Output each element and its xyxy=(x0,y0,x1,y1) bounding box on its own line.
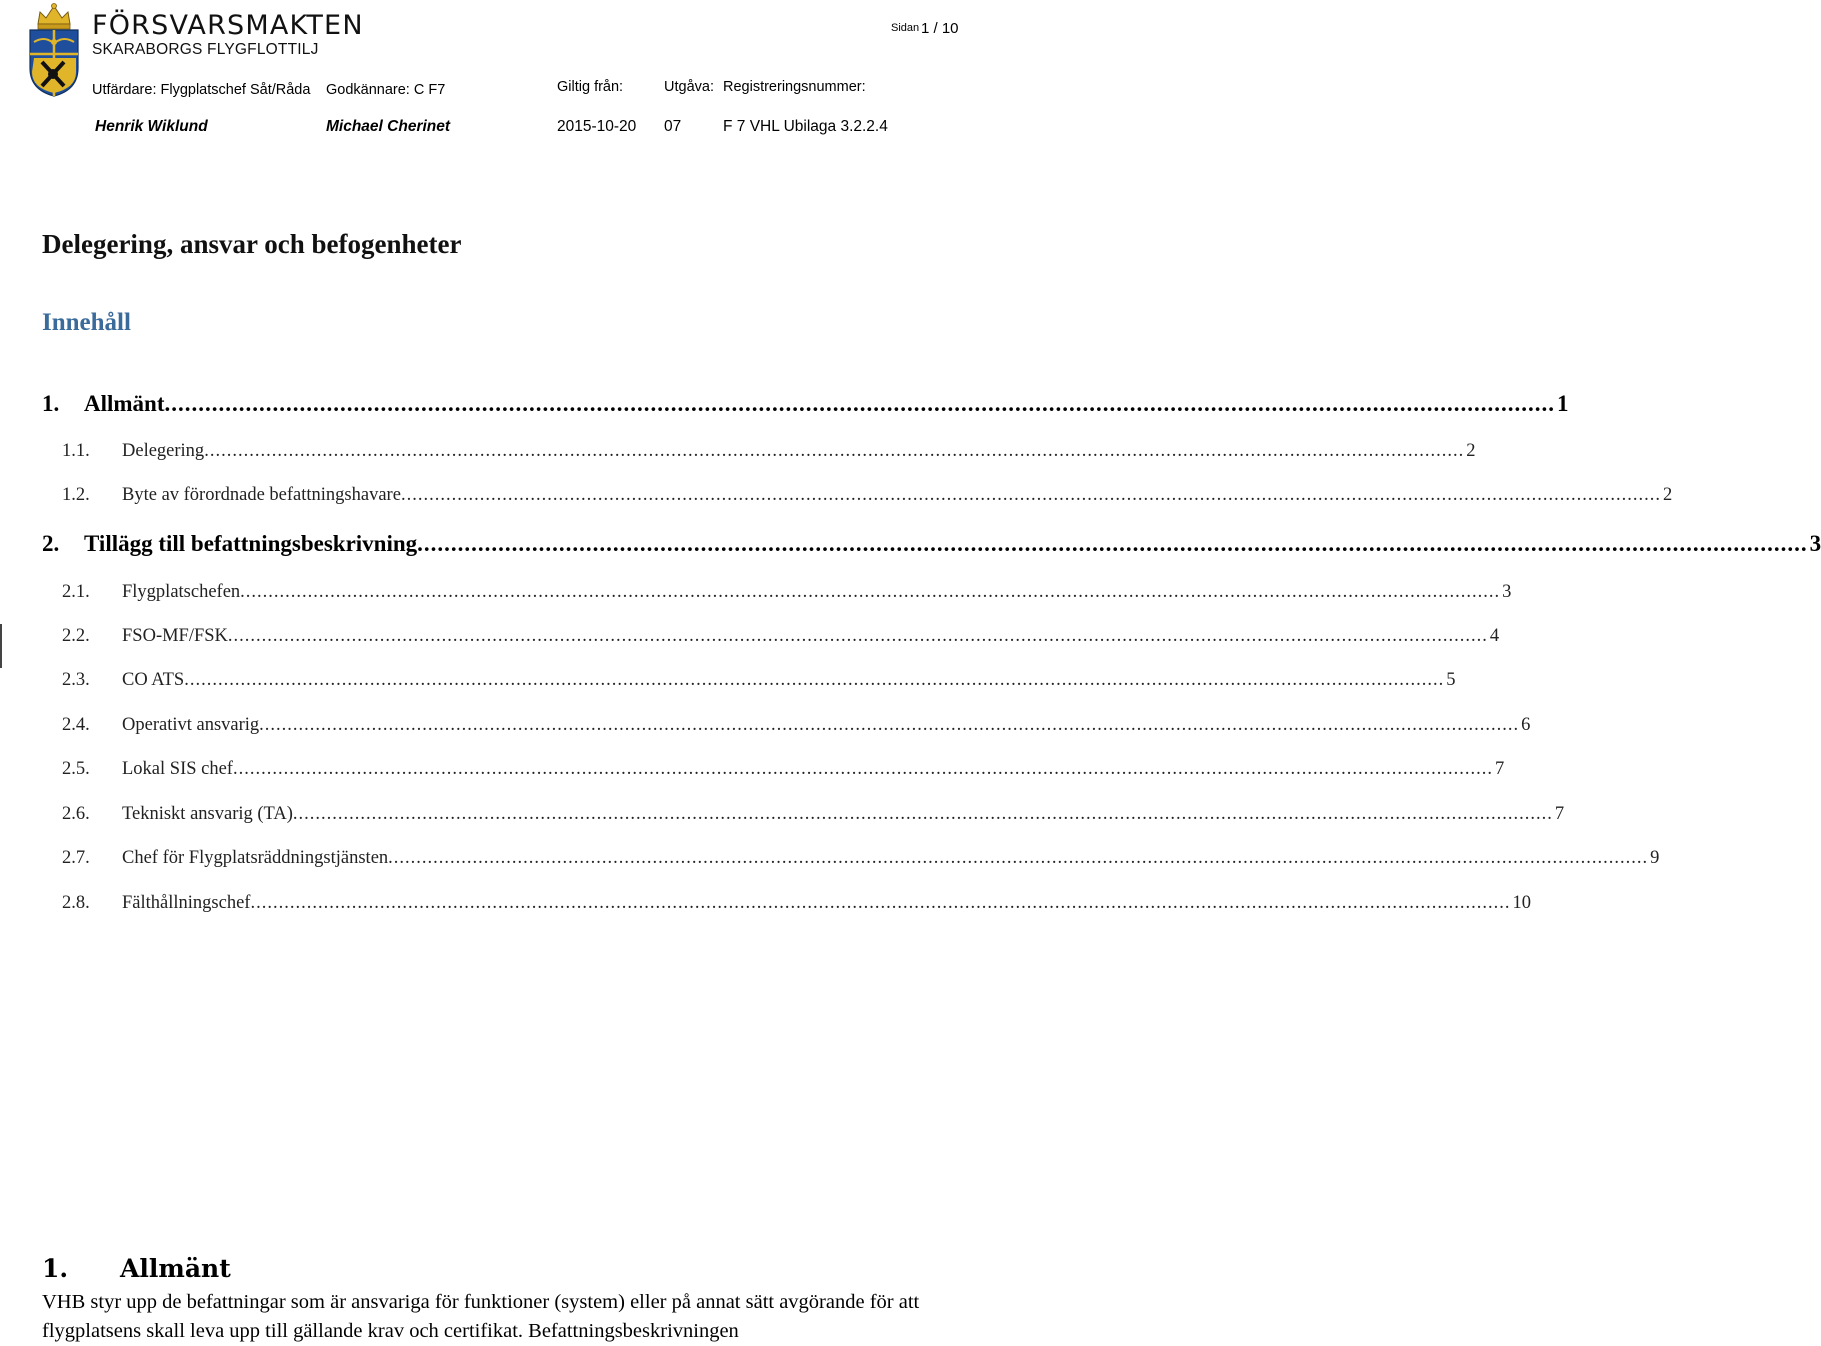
toc-entry-page: 5 xyxy=(1446,670,1456,690)
toc-leader: ................................................................................................................................................................................................................................ xyxy=(227,626,1488,646)
toc-entry-number: 2.6. xyxy=(62,804,90,824)
toc-entry-title: Tekniskt ansvarig (TA) xyxy=(122,804,293,824)
section-title: Allmänt xyxy=(120,1254,231,1283)
toc-entry[interactable] xyxy=(62,626,1500,647)
toc-heading: Innehåll xyxy=(42,309,131,336)
toc-entry-number: 2.3. xyxy=(62,670,90,690)
toc-entry-page: 3 xyxy=(1809,531,1821,556)
toc-entry-number: 2.4. xyxy=(62,715,90,735)
toc-entry[interactable] xyxy=(62,759,1505,780)
issuer-name: Henrik Wiklund xyxy=(95,118,208,135)
toc-entry-number: 1.2. xyxy=(62,485,90,505)
toc-leader: ................................................................................................................................................................................................................................ xyxy=(292,804,1553,824)
toc-entry-title: Lokal SIS chef xyxy=(122,759,233,779)
toc-entry-title: Allmänt xyxy=(84,391,165,416)
toc-entry-page: 2 xyxy=(1466,441,1476,461)
change-bar xyxy=(0,624,2,668)
toc-entry[interactable] xyxy=(62,804,1565,825)
toc-entry[interactable] xyxy=(62,893,1531,914)
toc-entry[interactable] xyxy=(62,670,1456,691)
toc-entry[interactable] xyxy=(42,531,1821,557)
toc-leader: ................................................................................................................................................................................................................................ xyxy=(240,582,1501,602)
toc-entry-page: 4 xyxy=(1489,626,1500,646)
toc-entry-number: 2.8. xyxy=(62,893,90,913)
toc-entry-page: 10 xyxy=(1512,893,1531,913)
section-body: VHB styr upp de befattningar som är ansvariga för funktioner (system) eller på annat sätt avgörande för att flygplatsens skall leva upp till gällande krav och certifikat. Befattningsbeskrivningen xyxy=(42,1291,920,1342)
toc-entry-number: 1. xyxy=(42,391,60,416)
page-number: 1 / 10 xyxy=(921,20,959,37)
toc-leader: .............................................................................................................................................................................................................. xyxy=(164,391,1555,416)
toc-entry-title: Delegering xyxy=(122,441,205,461)
registration-label: Registreringsnummer: xyxy=(723,79,866,95)
toc-entry-number: 2.1. xyxy=(62,582,90,602)
toc-entry[interactable] xyxy=(62,441,1476,462)
toc-entry-title: Flygplatschefen xyxy=(122,582,241,602)
org-unit: SKARABORGS FLYGFLOTTILJ xyxy=(92,41,319,58)
section-number: 1. xyxy=(42,1254,69,1283)
toc-entry-number: 1.1. xyxy=(62,441,90,461)
toc-leader: ................................................................................................................................................................................................................................ xyxy=(204,441,1465,461)
toc-leader: ................................................................................................................................................................................................................................ xyxy=(184,670,1445,690)
toc-entry-title: Fälthållningschef xyxy=(122,893,251,913)
toc-leader: ................................................................................................................................................................................................................................ xyxy=(388,848,1649,868)
edition-value: 07 xyxy=(664,118,682,135)
toc-entry[interactable] xyxy=(62,715,1531,736)
toc-entry-title: Operativt ansvarig xyxy=(122,715,260,735)
toc-leader: .............................................................................................................................................................................................................. xyxy=(417,531,1808,556)
toc-leader: ................................................................................................................................................................................................................................ xyxy=(232,759,1493,779)
toc-entry-number: 2.2. xyxy=(62,626,90,646)
registration-value: F 7 VHL Ubilaga 3.2.2.4 xyxy=(723,118,888,135)
toc-entry-title: FSO-MF/FSK xyxy=(122,626,228,646)
toc-entry-title: Byte av förordnade befattningshavare xyxy=(122,485,401,505)
page-label: Sidan xyxy=(891,22,920,34)
toc-leader: ................................................................................................................................................................................................................................ xyxy=(400,485,1661,505)
toc-leader: ................................................................................................................................................................................................................................ xyxy=(259,715,1520,735)
toc-entry-title: Tillägg till befattningsbeskrivning xyxy=(84,531,418,556)
toc-entry-number: 2.5. xyxy=(62,759,90,779)
toc-entry-page: 7 xyxy=(1554,804,1565,824)
crest-icon xyxy=(26,2,82,98)
toc-entry-page: 7 xyxy=(1494,759,1505,779)
toc-entry[interactable] xyxy=(62,485,1673,506)
toc-entry-page: 6 xyxy=(1521,715,1531,735)
toc-entry-page: 9 xyxy=(1650,848,1660,868)
toc-leader: ................................................................................................................................................................................................................................ xyxy=(250,893,1511,913)
toc-entry[interactable] xyxy=(42,391,1569,417)
org-name: FÖRSVARSMAKTEN xyxy=(92,10,364,41)
approver-label: Godkännare: C F7 xyxy=(326,82,446,98)
document-title: Delegering, ansvar och befogenheter xyxy=(42,229,462,259)
toc-entry-page: 2 xyxy=(1662,485,1673,505)
toc-entry-title: Chef för Flygplatsräddningstjänsten xyxy=(122,848,389,868)
edition-label: Utgåva: xyxy=(664,79,714,95)
toc-entry-number: 2. xyxy=(42,531,60,556)
toc-entry[interactable] xyxy=(62,848,1660,869)
toc-entry[interactable] xyxy=(62,582,1512,603)
section-heading xyxy=(42,1254,231,1283)
approver-name: Michael Cherinet xyxy=(326,118,451,135)
valid-from-value: 2015-10-20 xyxy=(557,118,637,135)
issuer-label: Utfärdare: Flygplatschef Såt/Råda xyxy=(92,82,311,98)
toc-entry-page: 3 xyxy=(1502,582,1512,602)
toc-entry-title: CO ATS xyxy=(122,670,185,690)
valid-from-label: Giltig från: xyxy=(557,79,624,95)
toc-entry-page: 1 xyxy=(1557,391,1569,416)
toc-entry-number: 2.7. xyxy=(62,848,90,868)
